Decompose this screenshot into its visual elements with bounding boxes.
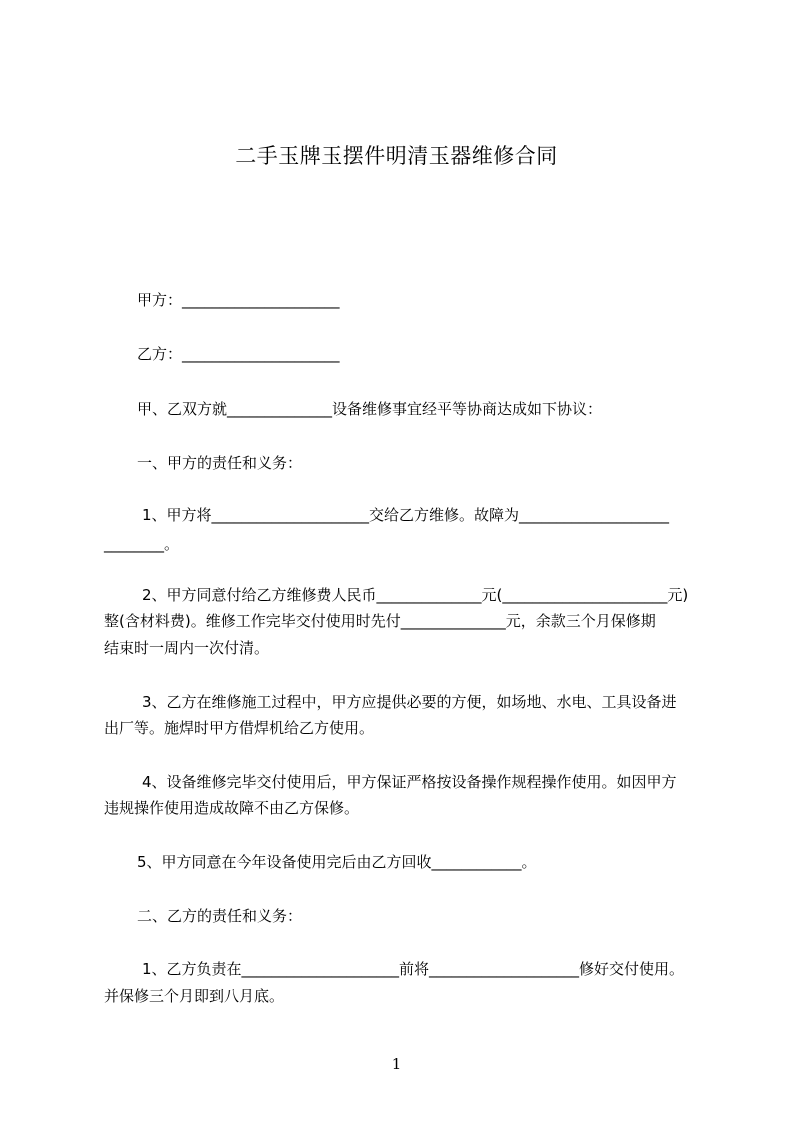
page-number: 1 xyxy=(391,1055,402,1073)
party-a-line: 甲方：_____________________ xyxy=(137,291,340,309)
section-2-item-1-line-2: 并保修三个月即到八月底。 xyxy=(104,987,285,1005)
party-b-line: 乙方：_____________________ xyxy=(137,345,340,363)
section-1-item-3-line-2: 出厂等。施焊时甲方借焊机给乙方使用。 xyxy=(104,719,375,737)
section-1-item-4-line-2: 违规操作使用造成故障不由乙方保修。 xyxy=(104,799,360,817)
section-1-item-5: 5、甲方同意在今年设备使用完后由乙方回收____________。 xyxy=(137,853,537,871)
section-1-item-2-line-2: 整(含材料费)。维修工作完毕交付使用时先付______________元，余款三个月保修期 xyxy=(104,612,656,630)
section-2-heading: 二、乙方的责任和义务： xyxy=(137,907,303,925)
section-1-item-3-line-1: 3、乙方在维修施工过程中，甲方应提供必要的方便，如场地、水电、工具设备进 xyxy=(142,693,677,711)
section-1-item-1-line-1: 1、甲方将_____________________交给乙方维修。故障为____________________ xyxy=(142,506,670,524)
document-title: 二手玉牌玉摆件明清玉器维修合同 xyxy=(235,144,558,168)
section-1-item-2-line-1: 2、甲方同意付给乙方维修费人民币______________元(______________________元) xyxy=(142,586,689,604)
section-1-item-1-line-2: ________。 xyxy=(104,535,180,553)
section-2-item-1-line-1: 1、乙方负责在_____________________前将____________________修好交付使用。 xyxy=(142,960,685,978)
section-1-item-2-line-3: 结束时一周内一次付清。 xyxy=(104,639,270,657)
agreement-intro: 甲、乙双方就______________设备维修事宜经平等协商达成如下协议： xyxy=(137,400,603,418)
section-1-heading: 一、甲方的责任和义务： xyxy=(137,454,303,472)
section-1-item-4-line-1: 4、设备维修完毕交付使用后，甲方保证严格按设备操作规程操作使用。如因甲方 xyxy=(142,773,677,791)
